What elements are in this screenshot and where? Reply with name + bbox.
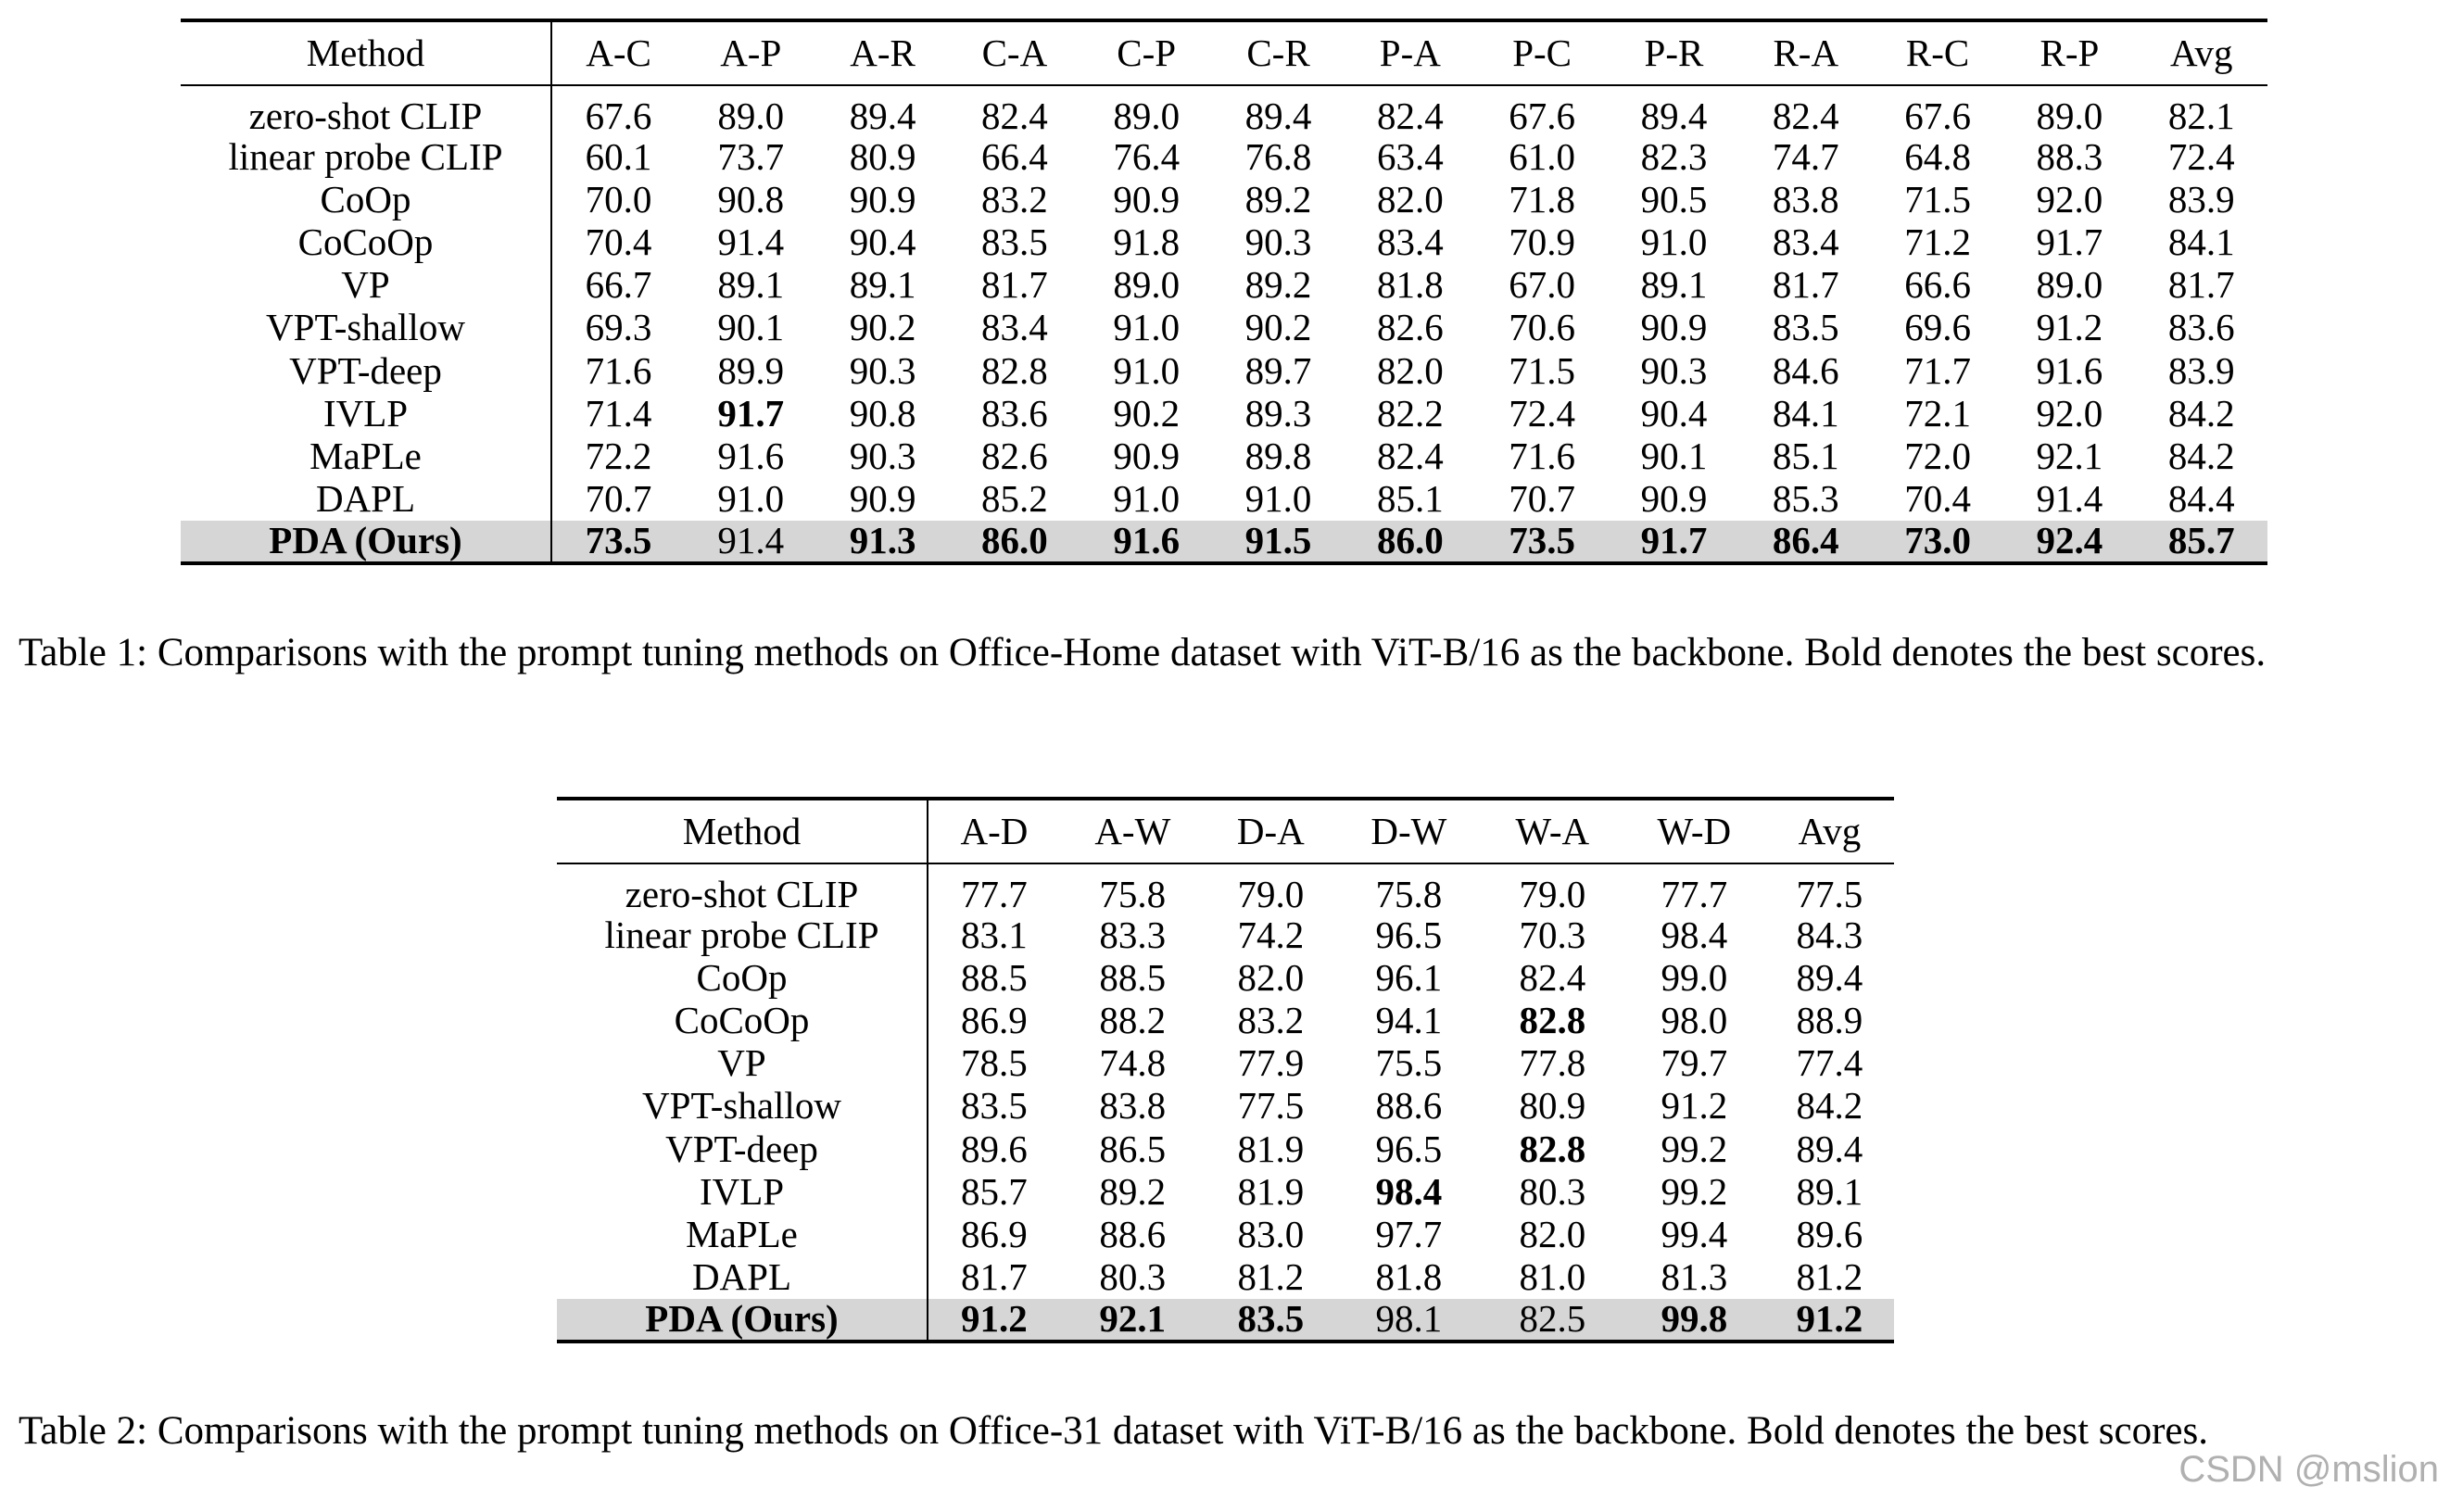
table-cell: 71.7 xyxy=(1904,348,1971,392)
table-cell: 77.9 xyxy=(1237,1041,1305,1085)
table-cell: 91.0 xyxy=(1113,477,1181,521)
table-cell: 90.9 xyxy=(1113,177,1181,220)
column-header-c-a: C-A xyxy=(949,20,1080,85)
table-cell: 83.5 xyxy=(1772,306,1839,349)
table-cell: 89.4 xyxy=(1796,955,1863,999)
table-row xyxy=(557,914,1894,956)
table-cell: 82.5 xyxy=(1482,1299,1623,1342)
table-cell: 84.1 xyxy=(1772,391,1839,435)
table-cell: 70.0 xyxy=(585,177,652,220)
column-header-method: Method xyxy=(181,20,551,85)
table-cell: 99.2 xyxy=(1661,1169,1728,1213)
method-name: VPT-deep xyxy=(557,1128,928,1170)
table-cell: 84.2 xyxy=(1796,1084,1863,1128)
table-cell: 89.6 xyxy=(961,1127,1028,1170)
table-cell: 89.2 xyxy=(1244,263,1312,307)
table-row xyxy=(557,1128,1894,1170)
table-cell: 73.0 xyxy=(1872,521,2003,563)
table-cell: 82.1 xyxy=(2167,94,2235,137)
method-name: zero-shot CLIP xyxy=(181,85,551,135)
table-cell: 88.3 xyxy=(2036,134,2103,178)
table-cell: 81.0 xyxy=(1519,1255,1586,1299)
table-cell: 82.0 xyxy=(1376,348,1444,392)
table-row xyxy=(557,1256,1894,1299)
table-cell: 90.9 xyxy=(1640,306,1708,349)
table-cell: 70.9 xyxy=(1509,220,1575,263)
table-cell: 90.3 xyxy=(1640,348,1708,392)
table-cell: 88.6 xyxy=(1375,1084,1443,1128)
table-cell: 71.8 xyxy=(1509,177,1575,220)
table-cell: 82.0 xyxy=(1376,177,1444,220)
table-cell: 91.4 xyxy=(685,521,816,563)
method-name: PDA (Ours) xyxy=(557,1299,928,1342)
table1-caption: Table 1: Comparisons with the prompt tuning methods on Office-Home dataset with ViT-B/16 as the backbone. Bold denotes the best scores. xyxy=(19,631,2267,674)
table-cell: 76.8 xyxy=(1244,134,1312,178)
column-header-a-p: A-P xyxy=(685,20,816,85)
table-cell: 78.5 xyxy=(961,1041,1028,1085)
table-cell: 89.4 xyxy=(1640,94,1708,137)
table-cell: 90.9 xyxy=(849,177,916,220)
table-cell: 90.4 xyxy=(849,220,916,263)
table-cell: 81.8 xyxy=(1375,1255,1443,1299)
table-cell: 89.0 xyxy=(1113,263,1181,307)
method-name: CoCoOp xyxy=(557,999,928,1041)
table-cell: 83.4 xyxy=(1376,220,1444,263)
table-cell: 89.4 xyxy=(1244,94,1312,137)
table-cell: 88.6 xyxy=(1099,1212,1167,1255)
column-header-r-a: R-A xyxy=(1740,20,1872,85)
table-cell: 90.1 xyxy=(717,306,785,349)
table-cell: 90.3 xyxy=(849,434,916,477)
table-cell: 92.0 xyxy=(2036,391,2103,435)
table-cell: 83.0 xyxy=(1237,1212,1305,1255)
table-cell: 90.9 xyxy=(1113,434,1181,477)
table-cell: 83.1 xyxy=(961,913,1028,956)
table-cell: 83.5 xyxy=(961,1084,1028,1128)
table-cell: 82.4 xyxy=(1376,434,1444,477)
table-row xyxy=(557,1213,1894,1255)
table-cell: 79.0 xyxy=(1237,873,1305,915)
table-cell: 80.9 xyxy=(1519,1084,1586,1128)
table-cell: 66.7 xyxy=(585,263,652,307)
table-cell: 83.5 xyxy=(1206,1299,1336,1342)
method-name: linear probe CLIP xyxy=(557,914,928,956)
table-cell: 92.1 xyxy=(1060,1299,1206,1342)
table-cell: 81.7 xyxy=(2167,263,2235,307)
table-cell: 82.2 xyxy=(1376,391,1444,435)
table-cell: 67.0 xyxy=(1509,263,1575,307)
table-cell: 83.9 xyxy=(2167,177,2235,220)
table-cell: 92.4 xyxy=(2003,521,2135,563)
table-cell: 89.9 xyxy=(717,348,785,392)
table-cell: 90.8 xyxy=(717,177,785,220)
method-name: VPT-shallow xyxy=(557,1085,928,1128)
table-cell: 97.7 xyxy=(1375,1212,1443,1255)
table-cell: 77.4 xyxy=(1796,1041,1863,1085)
table-cell: 73.5 xyxy=(1476,521,1608,563)
table-cell: 83.8 xyxy=(1772,177,1839,220)
table-cell: 77.7 xyxy=(961,873,1028,915)
table-cell: 67.6 xyxy=(585,94,652,137)
table-row xyxy=(181,392,2267,435)
table-cell: 72.4 xyxy=(1509,391,1575,435)
table-cell: 91.0 xyxy=(717,477,785,521)
table-cell: 82.4 xyxy=(1519,955,1586,999)
table-cell: 85.1 xyxy=(1772,434,1839,477)
table-cell: 99.2 xyxy=(1661,1127,1728,1170)
table-cell: 63.4 xyxy=(1376,134,1444,178)
table-cell: 91.0 xyxy=(1244,477,1312,521)
column-header-d-w: D-W xyxy=(1336,799,1482,863)
table-cell: 90.5 xyxy=(1640,177,1708,220)
table-cell: 89.2 xyxy=(1099,1169,1167,1213)
table-header-row xyxy=(557,799,1894,863)
table-cell: 88.5 xyxy=(1099,955,1167,999)
table-cell: 86.0 xyxy=(949,521,1080,563)
table-cell: 90.3 xyxy=(1244,220,1312,263)
table-cell: 98.1 xyxy=(1336,1299,1482,1342)
table-row xyxy=(557,1299,1894,1342)
table-cell: 84.1 xyxy=(2167,220,2235,263)
table-cell: 80.3 xyxy=(1519,1169,1586,1213)
results-table-office-31 xyxy=(557,797,1894,1343)
table-cell: 99.8 xyxy=(1623,1299,1765,1342)
table-cell: 90.9 xyxy=(1640,477,1708,521)
table-cell: 84.6 xyxy=(1772,348,1839,392)
column-header-a-d: A-D xyxy=(928,799,1060,863)
table-cell: 75.8 xyxy=(1375,873,1443,915)
method-name: IVLP xyxy=(557,1170,928,1213)
method-name: VP xyxy=(557,1042,928,1085)
column-header-a-r: A-R xyxy=(816,20,948,85)
column-header-a-c: A-C xyxy=(551,20,685,85)
column-header-r-p: R-P xyxy=(2003,20,2135,85)
method-name: zero-shot CLIP xyxy=(557,863,928,914)
table-row xyxy=(181,178,2267,220)
table-cell: 82.0 xyxy=(1519,1212,1586,1255)
table-cell: 91.0 xyxy=(1640,220,1708,263)
table-cell: 76.4 xyxy=(1113,134,1181,178)
table-cell: 80.9 xyxy=(849,134,916,178)
method-name: VPT-deep xyxy=(181,349,551,392)
table-cell: 91.6 xyxy=(2036,348,2103,392)
table-cell: 90.2 xyxy=(1244,306,1312,349)
table-cell: 91.0 xyxy=(1113,306,1181,349)
table-cell: 96.5 xyxy=(1375,1127,1443,1170)
table-cell: 85.3 xyxy=(1772,477,1839,521)
table-cell: 98.4 xyxy=(1661,913,1728,956)
table-cell: 92.0 xyxy=(2036,177,2103,220)
table-row xyxy=(181,307,2267,349)
table-cell: 89.4 xyxy=(1796,1127,1863,1170)
table-cell: 89.0 xyxy=(2036,94,2103,137)
table-cell: 99.4 xyxy=(1661,1212,1728,1255)
table-cell: 90.8 xyxy=(849,391,916,435)
table-cell: 81.7 xyxy=(981,263,1048,307)
table-cell: 96.1 xyxy=(1375,955,1443,999)
table-cell: 81.8 xyxy=(1376,263,1444,307)
table-cell: 67.6 xyxy=(1509,94,1575,137)
column-header-a-w: A-W xyxy=(1060,799,1206,863)
table-cell: 82.0 xyxy=(1237,955,1305,999)
column-header-d-a: D-A xyxy=(1206,799,1336,863)
column-header-avg: Avg xyxy=(1765,799,1894,863)
results-table-office-home xyxy=(181,19,2267,565)
table-cell: 72.0 xyxy=(1904,434,1971,477)
table-cell: 83.5 xyxy=(981,220,1048,263)
table-row xyxy=(181,435,2267,477)
table-row xyxy=(557,956,1894,999)
table-cell: 84.2 xyxy=(2167,434,2235,477)
table-cell: 81.9 xyxy=(1237,1169,1305,1213)
column-header-avg: Avg xyxy=(2136,20,2267,85)
table-cell: 82.8 xyxy=(1519,1127,1586,1170)
table-row xyxy=(181,135,2267,178)
table-cell: 81.7 xyxy=(961,1255,1028,1299)
column-header-r-c: R-C xyxy=(1872,20,2003,85)
table-cell: 70.7 xyxy=(1509,477,1575,521)
table-cell: 82.4 xyxy=(1376,94,1444,137)
table-cell: 88.5 xyxy=(961,955,1028,999)
table-cell: 70.4 xyxy=(585,220,652,263)
table-cell: 91.5 xyxy=(1212,521,1344,563)
table-cell: 91.6 xyxy=(717,434,785,477)
table-cell: 91.7 xyxy=(1608,521,1739,563)
table-cell: 83.4 xyxy=(981,306,1048,349)
table-cell: 77.8 xyxy=(1519,1041,1586,1085)
table-cell: 98.4 xyxy=(1375,1169,1443,1213)
table-cell: 82.3 xyxy=(1640,134,1708,178)
table-cell: 79.7 xyxy=(1661,1041,1728,1085)
table-cell: 73.5 xyxy=(551,521,685,563)
table-cell: 83.4 xyxy=(1772,220,1839,263)
table-row xyxy=(557,1042,1894,1085)
table-cell: 66.4 xyxy=(981,134,1048,178)
table-cell: 89.6 xyxy=(1796,1212,1863,1255)
table-cell: 90.9 xyxy=(849,477,916,521)
table-cell: 71.6 xyxy=(585,348,652,392)
table-row xyxy=(181,478,2267,521)
table-cell: 89.4 xyxy=(849,94,916,137)
table-cell: 89.1 xyxy=(849,263,916,307)
table-cell: 72.4 xyxy=(2167,134,2235,178)
table-cell: 90.3 xyxy=(849,348,916,392)
table-cell: 91.2 xyxy=(928,1299,1060,1342)
table-cell: 94.1 xyxy=(1375,998,1443,1041)
table-cell: 92.1 xyxy=(2036,434,2103,477)
table-cell: 60.1 xyxy=(585,134,652,178)
table-cell: 77.7 xyxy=(1661,873,1728,915)
table-cell: 91.7 xyxy=(2036,220,2103,263)
column-header-p-a: P-A xyxy=(1345,20,1476,85)
column-header-p-r: P-R xyxy=(1608,20,1739,85)
method-name: CoCoOp xyxy=(181,220,551,263)
table-cell: 91.2 xyxy=(1661,1084,1728,1128)
method-name: IVLP xyxy=(181,392,551,435)
table-row xyxy=(181,85,2267,135)
table-cell: 90.2 xyxy=(849,306,916,349)
table-cell: 71.6 xyxy=(1509,434,1575,477)
table-cell: 84.2 xyxy=(2167,391,2235,435)
table-cell: 89.1 xyxy=(1796,1169,1863,1213)
table-cell: 89.3 xyxy=(1244,391,1312,435)
table-cell: 69.6 xyxy=(1904,306,1971,349)
table-row xyxy=(181,349,2267,392)
table-cell: 90.2 xyxy=(1113,391,1181,435)
table-cell: 90.1 xyxy=(1640,434,1708,477)
table-cell: 71.5 xyxy=(1509,348,1575,392)
method-name: DAPL xyxy=(557,1256,928,1299)
table-cell: 81.3 xyxy=(1661,1255,1728,1299)
table-cell: 74.2 xyxy=(1237,913,1305,956)
method-name: VPT-shallow xyxy=(181,307,551,349)
table-cell: 73.7 xyxy=(717,134,785,178)
column-header-w-a: W-A xyxy=(1482,799,1623,863)
table-cell: 70.3 xyxy=(1519,913,1586,956)
table-cell: 81.2 xyxy=(1237,1255,1305,1299)
table-cell: 70.6 xyxy=(1509,306,1575,349)
table-cell: 89.1 xyxy=(1640,263,1708,307)
table-cell: 91.3 xyxy=(816,521,948,563)
table-cell: 81.2 xyxy=(1796,1255,1863,1299)
table-cell: 71.5 xyxy=(1904,177,1971,220)
table-cell: 86.9 xyxy=(961,998,1028,1041)
table-row xyxy=(557,1170,1894,1213)
table-cell: 91.7 xyxy=(717,391,785,435)
table-cell: 99.0 xyxy=(1661,955,1728,999)
method-name: DAPL xyxy=(181,478,551,521)
table-cell: 91.0 xyxy=(1113,348,1181,392)
table-header-row xyxy=(181,20,2267,85)
table-cell: 91.2 xyxy=(2036,306,2103,349)
table-cell: 75.8 xyxy=(1099,873,1167,915)
method-name: PDA (Ours) xyxy=(181,521,551,563)
table-cell: 83.6 xyxy=(2167,306,2235,349)
table-cell: 86.5 xyxy=(1099,1127,1167,1170)
table-cell: 77.5 xyxy=(1796,873,1863,915)
table-cell: 75.5 xyxy=(1375,1041,1443,1085)
table-cell: 86.9 xyxy=(961,1212,1028,1255)
column-header-p-c: P-C xyxy=(1476,20,1608,85)
table-cell: 89.0 xyxy=(717,94,785,137)
method-name: MaPLe xyxy=(557,1213,928,1255)
table-cell: 82.6 xyxy=(981,434,1048,477)
table-cell: 79.0 xyxy=(1519,873,1586,915)
method-name: CoOp xyxy=(181,178,551,220)
table-cell: 71.4 xyxy=(585,391,652,435)
table-cell: 84.3 xyxy=(1796,913,1863,956)
column-header-c-p: C-P xyxy=(1080,20,1212,85)
table-row xyxy=(181,264,2267,307)
table-cell: 85.7 xyxy=(961,1169,1028,1213)
table-cell: 70.7 xyxy=(585,477,652,521)
table-cell: 91.2 xyxy=(1765,1299,1894,1342)
table-row xyxy=(557,863,1894,914)
table-cell: 89.0 xyxy=(1113,94,1181,137)
table-cell: 86.0 xyxy=(1345,521,1476,563)
table-cell: 96.5 xyxy=(1375,913,1443,956)
table-cell: 89.8 xyxy=(1244,434,1312,477)
table-cell: 98.0 xyxy=(1661,998,1728,1041)
table-cell: 89.2 xyxy=(1244,177,1312,220)
table-cell: 91.4 xyxy=(2036,477,2103,521)
table-cell: 81.9 xyxy=(1237,1127,1305,1170)
table-cell: 85.7 xyxy=(2136,521,2267,563)
table-cell: 83.6 xyxy=(981,391,1048,435)
table-cell: 70.4 xyxy=(1904,477,1971,521)
method-name: CoOp xyxy=(557,956,928,999)
table-cell: 64.8 xyxy=(1904,134,1971,178)
table-cell: 91.8 xyxy=(1113,220,1181,263)
table-cell: 71.2 xyxy=(1904,220,1971,263)
table-cell: 67.6 xyxy=(1904,94,1971,137)
table-cell: 85.2 xyxy=(981,477,1048,521)
table-row xyxy=(557,1085,1894,1128)
table-cell: 89.7 xyxy=(1244,348,1312,392)
table-cell: 89.1 xyxy=(717,263,785,307)
table-cell: 72.1 xyxy=(1904,391,1971,435)
table-cell: 91.4 xyxy=(717,220,785,263)
table-cell: 74.7 xyxy=(1772,134,1839,178)
table-cell: 84.4 xyxy=(2167,477,2235,521)
table-cell: 72.2 xyxy=(585,434,652,477)
method-name: MaPLe xyxy=(181,435,551,477)
table-cell: 81.7 xyxy=(1772,263,1839,307)
column-header-w-d: W-D xyxy=(1623,799,1765,863)
column-header-method: Method xyxy=(557,799,928,863)
table-cell: 82.4 xyxy=(1772,94,1839,137)
table-cell: 80.3 xyxy=(1099,1255,1167,1299)
table-cell: 77.5 xyxy=(1237,1084,1305,1128)
table-cell: 61.0 xyxy=(1509,134,1575,178)
table-cell: 66.6 xyxy=(1904,263,1971,307)
method-name: VP xyxy=(181,264,551,307)
table-cell: 83.2 xyxy=(981,177,1048,220)
table-cell: 90.4 xyxy=(1640,391,1708,435)
table-cell: 82.8 xyxy=(981,348,1048,392)
table-cell: 82.8 xyxy=(1519,998,1586,1041)
table-cell: 83.2 xyxy=(1237,998,1305,1041)
table-cell: 82.6 xyxy=(1376,306,1444,349)
table-cell: 83.8 xyxy=(1099,1084,1167,1128)
table-cell: 85.1 xyxy=(1376,477,1444,521)
column-header-c-r: C-R xyxy=(1212,20,1344,85)
table2-caption: Table 2: Comparisons with the prompt tuning methods on Office-31 dataset with ViT-B/16 as the backbone. Bold denotes the best scores. xyxy=(19,1409,2209,1453)
table-row xyxy=(557,999,1894,1041)
table-cell: 69.3 xyxy=(585,306,652,349)
table-cell: 86.4 xyxy=(1740,521,1872,563)
method-name: linear probe CLIP xyxy=(181,135,551,178)
table-cell: 88.9 xyxy=(1796,998,1863,1041)
table-cell: 83.9 xyxy=(2167,348,2235,392)
table-row xyxy=(181,220,2267,263)
table-cell: 89.0 xyxy=(2036,263,2103,307)
table-row xyxy=(181,521,2267,563)
table-cell: 83.3 xyxy=(1099,913,1167,956)
table-cell: 82.4 xyxy=(981,94,1048,137)
table-cell: 91.6 xyxy=(1080,521,1212,563)
table-cell: 74.8 xyxy=(1099,1041,1167,1085)
table-cell: 88.2 xyxy=(1099,998,1167,1041)
watermark: CSDN @mslion xyxy=(2178,1449,2439,1490)
